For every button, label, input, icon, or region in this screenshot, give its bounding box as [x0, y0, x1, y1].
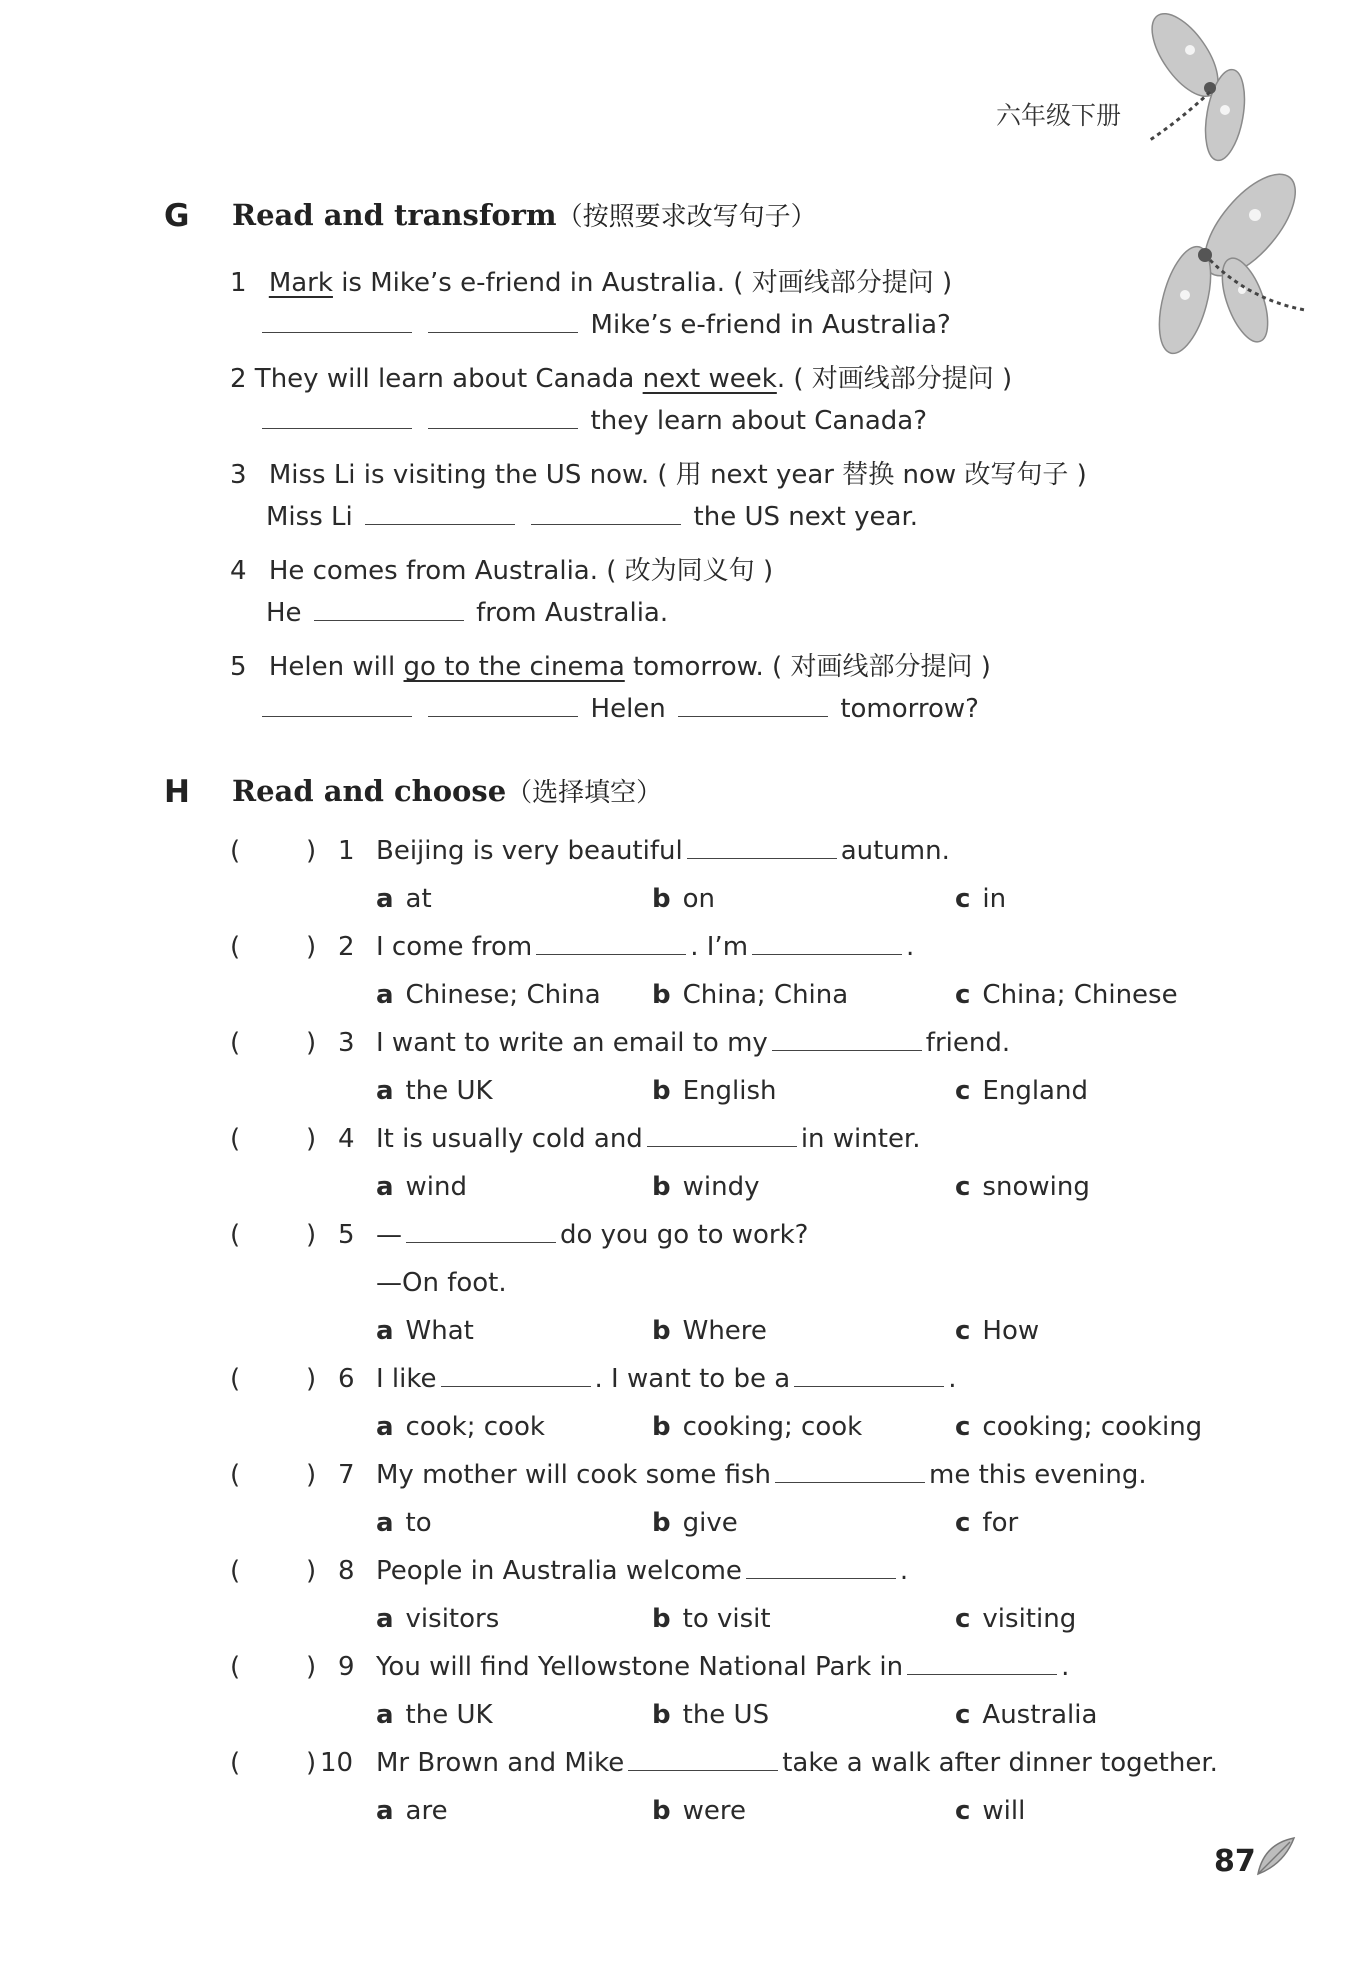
- option-c[interactable]: [955, 1076, 1088, 1106]
- grade-label: 六年级下册: [996, 101, 1122, 130]
- answer-text: Miss Li: [266, 502, 353, 532]
- option-b[interactable]: [652, 1172, 759, 1202]
- answer-blank[interactable]: [262, 694, 412, 717]
- question-text-part: me this evening.: [929, 1460, 1147, 1490]
- question-text-part: friend.: [925, 1028, 1011, 1058]
- answer-blank[interactable]: [262, 406, 412, 429]
- option-b[interactable]: [652, 1700, 769, 1730]
- question-text-part: I want to write an email to my: [376, 1028, 768, 1058]
- answer-paren-left: (: [230, 1220, 241, 1250]
- g-item-4: [230, 550, 773, 587]
- answer-paren-right: ): [306, 1364, 317, 1394]
- item-number: 4: [338, 1124, 355, 1154]
- option-b[interactable]: [652, 1796, 746, 1826]
- option-text: Where: [682, 1316, 767, 1346]
- question-text: [376, 1748, 1218, 1778]
- option-text: to visit: [682, 1604, 771, 1634]
- item-number: 5: [338, 1220, 355, 1250]
- item-number: 5: [230, 652, 247, 682]
- question-text-part: .: [1061, 1652, 1070, 1682]
- option-a[interactable]: [376, 1604, 499, 1634]
- question-text-part: Mr Brown and Mike: [376, 1748, 625, 1778]
- option-text: in: [982, 884, 1007, 914]
- answer-blank[interactable]: [907, 1652, 1057, 1675]
- option-b[interactable]: [652, 1412, 862, 1442]
- question-text: They will learn about Canada: [246, 364, 643, 394]
- option-text: Chinese; China: [405, 980, 601, 1010]
- question-text: [376, 932, 914, 962]
- option-text: England: [982, 1076, 1088, 1106]
- item-number: 9: [338, 1652, 355, 1682]
- option-c[interactable]: [955, 1700, 1097, 1730]
- question-text: [376, 1220, 808, 1250]
- answer-text: they learn about Canada?: [590, 406, 927, 436]
- answer-blank[interactable]: [441, 1364, 591, 1387]
- page-number: 87: [1214, 1844, 1256, 1879]
- item-number: 3: [230, 460, 247, 490]
- option-text: windy: [682, 1172, 760, 1202]
- item-number: 7: [338, 1460, 355, 1490]
- question-text: . ( 对画线部分提问 ): [776, 364, 1013, 394]
- option-letter: c: [955, 884, 971, 914]
- option-b[interactable]: [652, 1604, 771, 1634]
- answer-blank[interactable]: [687, 836, 837, 859]
- option-letter: a: [376, 1700, 394, 1730]
- option-text: snowing: [982, 1172, 1090, 1202]
- option-text: give: [682, 1508, 738, 1538]
- answer-paren-left: (: [230, 1364, 241, 1394]
- option-letter: c: [955, 1316, 971, 1346]
- answer-blank[interactable]: [746, 1556, 896, 1579]
- option-text: What: [405, 1316, 474, 1346]
- question-text: [376, 1652, 1069, 1682]
- g-item-2: [230, 358, 1012, 395]
- g-item-3: [230, 454, 1087, 491]
- answer-paren-right: ): [306, 1748, 317, 1778]
- question-text: He comes from Australia. ( 改为同义句 ): [268, 556, 774, 586]
- underlined-text: next week: [642, 364, 777, 394]
- question-text-part: It is usually cold and: [376, 1124, 643, 1154]
- option-a[interactable]: [376, 1412, 545, 1442]
- g-item-4-answer: [266, 598, 668, 628]
- option-letter: a: [376, 1172, 394, 1202]
- item-number: 8: [338, 1556, 355, 1586]
- question-text: tomorrow. ( 对画线部分提问 ): [624, 652, 991, 682]
- option-text: cook; cook: [405, 1412, 545, 1442]
- option-text: on: [682, 884, 716, 914]
- question-text-part: You will find Yellowstone National Park in: [376, 1652, 904, 1682]
- item-number: 1: [338, 836, 355, 866]
- answer-blank[interactable]: [752, 932, 902, 955]
- answer-paren-left: (: [230, 932, 241, 962]
- g-item-5: [230, 646, 991, 683]
- option-text: cooking; cooking: [982, 1412, 1203, 1442]
- option-text: were: [682, 1796, 746, 1826]
- option-letter: b: [652, 1172, 671, 1202]
- question-text: [376, 836, 950, 866]
- option-c[interactable]: [955, 1412, 1202, 1442]
- option-text: for: [982, 1508, 1019, 1538]
- option-letter: a: [376, 1604, 394, 1634]
- option-text: China; Chinese: [982, 980, 1178, 1010]
- answer-blank[interactable]: [406, 1220, 556, 1243]
- section-g-title-en: Read and transform: [232, 198, 557, 232]
- answer-paren-left: (: [230, 836, 241, 866]
- question-text: Helen will: [268, 652, 404, 682]
- answer-text: tomorrow?: [840, 694, 979, 724]
- option-b[interactable]: [652, 1316, 767, 1346]
- answer-blank[interactable]: [647, 1124, 797, 1147]
- answer-blank[interactable]: [531, 502, 681, 525]
- answer-text: from Australia.: [476, 598, 669, 628]
- option-b[interactable]: [652, 1076, 777, 1106]
- option-a[interactable]: [376, 1076, 493, 1106]
- answer-paren-left: (: [230, 1652, 241, 1682]
- answer-text: He: [266, 598, 302, 628]
- answer-paren-left: (: [230, 1124, 241, 1154]
- dragonfly-icon: [1130, 10, 1340, 370]
- underlined-text: go to the cinema: [403, 652, 625, 682]
- question-text-part: I like: [376, 1364, 437, 1394]
- option-text: visiting: [982, 1604, 1077, 1634]
- question-text-part: autumn.: [840, 836, 950, 866]
- answer-blank[interactable]: [262, 310, 412, 333]
- answer-blank[interactable]: [365, 502, 515, 525]
- option-text: at: [405, 884, 432, 914]
- section-h-letter: H: [164, 774, 190, 810]
- g-item-3-answer: [266, 502, 918, 532]
- option-letter: b: [652, 1316, 671, 1346]
- question-text: [376, 1556, 908, 1586]
- question-text-part: in winter.: [800, 1124, 921, 1154]
- answer-paren-left: (: [230, 1556, 241, 1586]
- option-c[interactable]: [955, 1508, 1018, 1538]
- answer-paren-left: (: [230, 1028, 241, 1058]
- option-letter: c: [955, 1796, 971, 1826]
- question-text-part: . I want to be a: [594, 1364, 791, 1394]
- section-h-title-en: Read and choose: [232, 774, 507, 808]
- option-letter: a: [376, 1076, 394, 1106]
- option-text: will: [982, 1796, 1026, 1826]
- answer-paren-right: ): [306, 1124, 317, 1154]
- option-a[interactable]: [376, 1316, 474, 1346]
- answer-blank[interactable]: [428, 694, 578, 717]
- answer-paren-right: ): [306, 836, 317, 866]
- item-number: 2: [338, 932, 355, 962]
- question-text-part: .: [899, 1556, 909, 1586]
- section-h-title-zh: （选择填空）: [506, 778, 663, 808]
- question-text-part: take a walk after dinner together.: [782, 1748, 1218, 1778]
- option-letter: a: [376, 884, 394, 914]
- question-text: is Mike’s e-friend in Australia. ( 对画线部分提问 ): [332, 268, 953, 298]
- answer-text: Helen: [590, 694, 666, 724]
- answer-paren-right: ): [306, 1652, 317, 1682]
- answer-blank[interactable]: [428, 310, 578, 333]
- question-text: Miss Li is visiting the US now. ( 用 next year 替换 now 改写句子 ): [268, 460, 1087, 490]
- option-a[interactable]: [376, 884, 432, 914]
- answer-paren-right: ): [306, 1556, 317, 1586]
- question-text: [376, 1460, 1147, 1490]
- g-item-1: [230, 262, 952, 299]
- option-letter: b: [652, 1076, 671, 1106]
- option-c[interactable]: [955, 980, 1178, 1010]
- option-letter: c: [955, 1172, 971, 1202]
- option-letter: b: [652, 980, 671, 1010]
- answer-blank[interactable]: [314, 598, 464, 621]
- answer-blank[interactable]: [794, 1364, 944, 1387]
- item-number: 4: [230, 556, 247, 586]
- answer-paren-left: (: [230, 1748, 241, 1778]
- option-c[interactable]: [955, 1316, 1039, 1346]
- option-letter: a: [376, 1796, 394, 1826]
- option-letter: c: [955, 1700, 971, 1730]
- g-item-1-answer: [262, 310, 951, 340]
- item-number: 1: [230, 268, 247, 298]
- answer-paren-left: (: [230, 1460, 241, 1490]
- question-text-part: My mother will cook some fish: [376, 1460, 772, 1490]
- item-number: 6: [338, 1364, 355, 1394]
- option-letter: b: [652, 1604, 671, 1634]
- option-b[interactable]: [652, 884, 715, 914]
- question-text-part: I come from: [376, 932, 533, 962]
- answer-paren-right: ): [306, 932, 317, 962]
- answer-text: the US next year.: [693, 502, 919, 532]
- answer-blank[interactable]: [772, 1028, 922, 1051]
- option-text: visitors: [405, 1604, 500, 1634]
- option-a[interactable]: [376, 1796, 448, 1826]
- option-b[interactable]: [652, 980, 848, 1010]
- option-text: are: [405, 1796, 448, 1826]
- section-g-title-zh: （按照要求改写句子）: [556, 202, 817, 232]
- option-text: the UK: [405, 1700, 493, 1730]
- underlined-text: Mark: [268, 268, 333, 298]
- answer-text: Mike’s e-friend in Australia?: [590, 310, 951, 340]
- item-number: 10: [320, 1748, 354, 1778]
- option-text: wind: [405, 1172, 468, 1202]
- option-letter: b: [652, 884, 671, 914]
- option-text: How: [982, 1316, 1040, 1346]
- option-letter: a: [376, 980, 394, 1010]
- option-text: cooking; cook: [682, 1412, 863, 1442]
- option-c[interactable]: [955, 1172, 1090, 1202]
- option-a[interactable]: [376, 1172, 467, 1202]
- option-a[interactable]: [376, 1700, 493, 1730]
- option-b[interactable]: [652, 1508, 738, 1538]
- leaf-icon: [1254, 1834, 1298, 1878]
- option-letter: c: [955, 1604, 971, 1634]
- g-item-5-answer: [262, 694, 979, 724]
- answer-blank[interactable]: [628, 1748, 778, 1771]
- option-letter: c: [955, 1076, 971, 1106]
- option-c[interactable]: [955, 1604, 1076, 1634]
- question-text-part: .: [906, 932, 915, 962]
- option-letter: c: [955, 1508, 971, 1538]
- option-a[interactable]: [376, 980, 601, 1010]
- answer-blank[interactable]: [775, 1460, 925, 1483]
- question-text-part: .: [948, 1364, 957, 1394]
- item-number: 3: [338, 1028, 355, 1058]
- option-letter: b: [652, 1796, 671, 1826]
- option-c[interactable]: [955, 1796, 1025, 1826]
- question-text-part: Beijing is very beautiful: [376, 836, 683, 866]
- option-letter: a: [376, 1508, 394, 1538]
- question-text-part: People in Australia welcome: [376, 1556, 742, 1586]
- option-text: the UK: [405, 1076, 493, 1106]
- question-text: [376, 1124, 921, 1154]
- option-c[interactable]: [955, 884, 1006, 914]
- option-letter: b: [652, 1412, 671, 1442]
- section-g-letter: G: [164, 198, 190, 234]
- question-text-part: —: [376, 1220, 402, 1250]
- answer-paren-right: ): [306, 1460, 317, 1490]
- question-text: [376, 1028, 1010, 1058]
- option-letter: b: [652, 1508, 671, 1538]
- answer-blank[interactable]: [536, 932, 686, 955]
- answer-paren-right: ): [306, 1220, 317, 1250]
- option-text: Australia: [982, 1700, 1098, 1730]
- g-item-2-answer: [262, 406, 927, 436]
- section-h-title: [232, 772, 662, 809]
- option-text: China; China: [682, 980, 849, 1010]
- option-letter: a: [376, 1412, 394, 1442]
- option-letter: c: [955, 1412, 971, 1442]
- answer-paren-right: ): [306, 1028, 317, 1058]
- answer-blank[interactable]: [428, 406, 578, 429]
- question-extra: —On foot.: [376, 1268, 507, 1298]
- question-text-part: . I’m: [690, 932, 749, 962]
- section-g-title: [232, 196, 817, 233]
- option-letter: b: [652, 1700, 671, 1730]
- item-number: 2: [230, 364, 247, 394]
- option-a[interactable]: [376, 1508, 432, 1538]
- option-text: English: [682, 1076, 777, 1106]
- question-text: [376, 1364, 956, 1394]
- option-text: the US: [682, 1700, 770, 1730]
- option-letter: c: [955, 980, 971, 1010]
- option-text: to: [405, 1508, 432, 1538]
- answer-blank[interactable]: [678, 694, 828, 717]
- option-letter: a: [376, 1316, 394, 1346]
- question-text-part: do you go to work?: [560, 1220, 809, 1250]
